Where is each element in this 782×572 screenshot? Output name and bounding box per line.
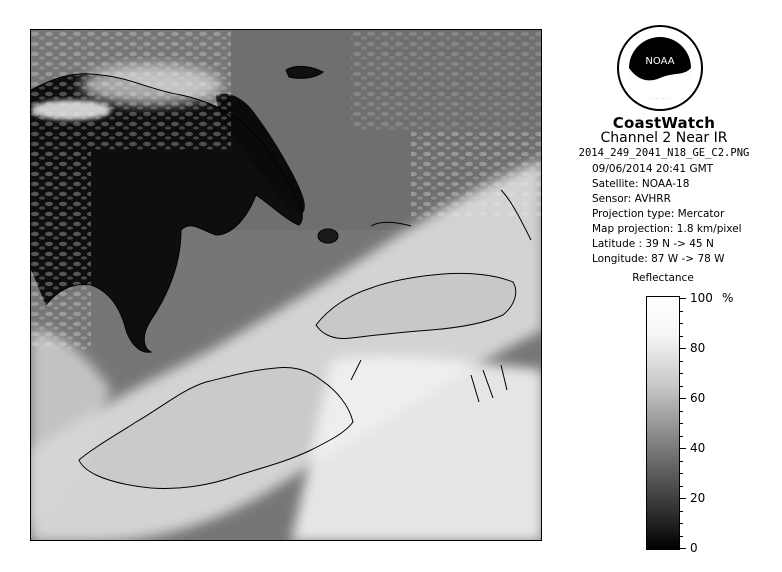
colorbar-tick-label: 80 bbox=[690, 341, 706, 355]
satellite-image bbox=[30, 29, 542, 541]
colorbar-minor-tick bbox=[680, 523, 683, 524]
colorbar-minor-tick bbox=[680, 336, 683, 337]
channel-label: Channel 2 Near IR bbox=[600, 130, 728, 146]
datetime-text: 09/06/2014 20:41 GMT bbox=[592, 163, 714, 175]
colorbar-minor-tick bbox=[680, 323, 683, 324]
satellite-text: Satellite: NOAA-18 bbox=[592, 178, 690, 190]
colorbar-minor-tick bbox=[680, 423, 683, 424]
colorbar-tick bbox=[680, 548, 686, 549]
colorbar-tick bbox=[680, 348, 686, 349]
image-metadata bbox=[592, 162, 742, 267]
colorbar-tick-label: 20 bbox=[690, 491, 706, 505]
colorbar-minor-tick bbox=[680, 436, 683, 437]
legend-title: Reflectance bbox=[632, 272, 694, 284]
colorbar-tick-label: 100 bbox=[690, 291, 713, 305]
colorbar-minor-tick bbox=[680, 386, 683, 387]
colorbar-tick bbox=[680, 448, 686, 449]
colorbar-minor-tick bbox=[680, 536, 683, 537]
legend-unit: % bbox=[722, 291, 734, 305]
latitude-text: Latitude : 39 N -> 45 N bbox=[592, 238, 714, 250]
colorbar-minor-tick bbox=[680, 373, 683, 374]
colorbar-minor-tick bbox=[680, 361, 683, 362]
colorbar-minor-tick bbox=[680, 486, 683, 487]
colorbar-tick-label: 0 bbox=[690, 541, 698, 555]
colorbar-tick-label: 40 bbox=[690, 441, 706, 455]
filename-label: 2014_249_2041_N18_GE_C2.PNG bbox=[578, 147, 750, 159]
reflectance-colorbar bbox=[646, 296, 680, 550]
colorbar-minor-tick bbox=[680, 511, 683, 512]
colorbar-tick bbox=[680, 298, 686, 299]
noaa-logo-text: NOAA bbox=[645, 56, 675, 67]
noaa-logo bbox=[616, 24, 704, 112]
longitude-text: Longitude: 87 W -> 78 W bbox=[592, 253, 725, 265]
coastwatch-title: CoastWatch bbox=[612, 114, 716, 132]
projection-type-text: Projection type: Mercator bbox=[592, 208, 725, 220]
colorbar-minor-tick bbox=[680, 473, 683, 474]
colorbar-minor-tick bbox=[680, 411, 683, 412]
map-projection-text: Map projection: 1.8 km/pixel bbox=[592, 223, 742, 235]
colorbar-minor-tick bbox=[680, 311, 683, 312]
sensor-text: Sensor: AVHRR bbox=[592, 193, 671, 205]
colorbar-minor-tick bbox=[680, 461, 683, 462]
colorbar-tick-label: 60 bbox=[690, 391, 706, 405]
colorbar-tick bbox=[680, 398, 686, 399]
colorbar-tick bbox=[680, 498, 686, 499]
